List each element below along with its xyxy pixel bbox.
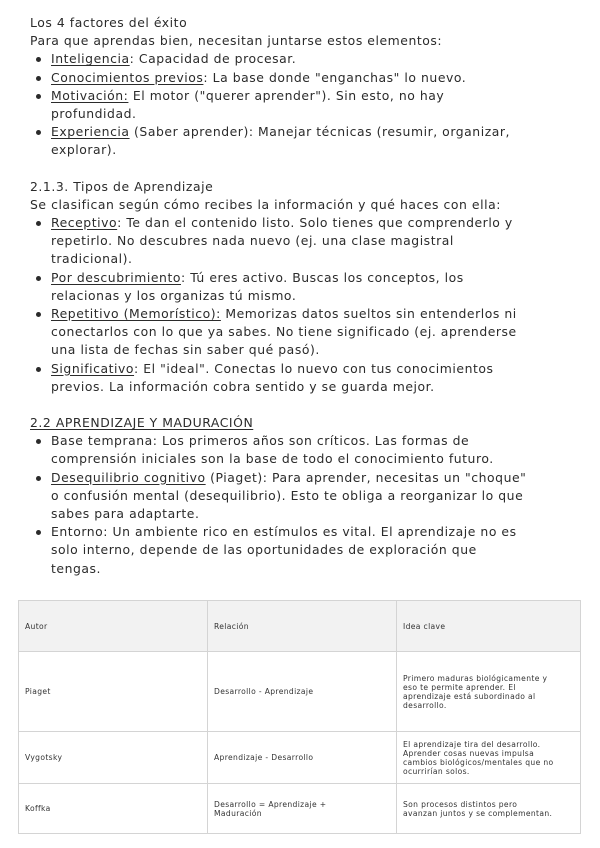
list-item: Desequilibrio cognitivo (Piaget): Para aprender, necesitas un "choque" o confusión mental (desequilibrio). Esto te obliga a reorganizar lo que sabes para adaptarte. — [30, 469, 575, 524]
table-row — [19, 652, 581, 732]
maduracion-list — [30, 432, 575, 578]
bullet-icon — [36, 76, 41, 81]
bullet-icon — [36, 276, 41, 281]
header-relacion: Relación — [208, 601, 397, 652]
cell-autor: Koffka — [19, 784, 208, 834]
list-item: Receptivo: Te dan el contenido listo. Solo tienes que comprenderlo y repetirlo. No descubres nada nuevo (ej. una clase magistral tradicional). — [30, 214, 575, 269]
list-item: Significativo: El "ideal". Conectas lo nuevo con tus conocimientos previos. La información cobra sentido y se guarda mejor. — [30, 360, 575, 396]
list-item: Base temprana: Los primeros años son críticos. Las formas de comprensión iniciales son la base de todo el conocimiento futuro. — [30, 432, 575, 468]
header-idea: Idea clave — [397, 601, 581, 652]
cell-relacion: Aprendizaje - Desarrollo — [208, 732, 397, 784]
tipos-section — [30, 178, 575, 396]
factores-list — [30, 50, 575, 159]
maduracion-section — [30, 414, 575, 578]
bullet-icon — [36, 476, 41, 481]
bullet-icon — [36, 94, 41, 99]
maduracion-title: 2.2 APRENDIZAJE Y MADURACIÓN — [30, 415, 254, 431]
notes-page — [30, 14, 575, 578]
cell-idea: Primero maduras biológicamente y eso te permite aprender. El aprendizaje está subordinado al desarrollo. — [397, 652, 581, 732]
bullet-icon — [36, 439, 41, 444]
table-row — [19, 732, 581, 784]
bullet-icon — [36, 57, 41, 62]
list-item: Motivación: El motor ("querer aprender"). Sin esto, no hay profundidad. — [30, 87, 575, 123]
header-autor: Autor — [19, 601, 208, 652]
cell-relacion: Desarrollo = Aprendizaje + Maduración — [208, 784, 397, 834]
tipos-title: 2.1.3. Tipos de Aprendizaje — [30, 178, 214, 194]
table-row — [19, 784, 581, 834]
table-header-row — [19, 601, 581, 652]
factores-intro: Para que aprendas bien, necesitan juntarse estos elementos: — [30, 33, 443, 49]
cell-autor: Vygotsky — [19, 732, 208, 784]
list-item: Repetitivo (Memorístico): Memorizas datos sueltos sin entenderlos ni conectarlos con lo que ya sabes. No tiene significado (ej. aprenderse una lista de fechas sin saber qué pasó). — [30, 305, 575, 360]
autores-table — [18, 600, 581, 834]
cell-idea: El aprendizaje tira del desarrollo. Aprender cosas nuevas impulsa cambios biológicos/mentales que no ocurrirían solos. — [397, 732, 581, 784]
cell-relacion: Desarrollo - Aprendizaje — [208, 652, 397, 732]
bullet-icon — [36, 367, 41, 372]
list-item: Inteligencia: Capacidad de procesar. — [30, 50, 575, 68]
bullet-icon — [36, 312, 41, 317]
list-item: Experiencia (Saber aprender): Manejar técnicas (resumir, organizar, explorar). — [30, 123, 575, 159]
list-item: Entorno: Un ambiente rico en estímulos es vital. El aprendizaje no es solo interno, depende de las oportunidades de exploración que tengas. — [30, 523, 575, 578]
list-item: Conocimientos previos: La base donde "enganchas" lo nuevo. — [30, 69, 575, 87]
cell-idea: Son procesos distintos pero avanzan juntos y se complementan. — [397, 784, 581, 834]
bullet-icon — [36, 530, 41, 535]
cell-autor: Piaget — [19, 652, 208, 732]
tipos-list — [30, 214, 575, 396]
bullet-icon — [36, 221, 41, 226]
factores-section — [30, 14, 575, 160]
tipos-intro: Se clasifican según cómo recibes la información y qué haces con ella: — [30, 196, 501, 212]
factores-title: Los 4 factores del éxito — [30, 15, 188, 30]
list-item: Por descubrimiento: Tú eres activo. Buscas los conceptos, los relacionas y los organizas tú mismo. — [30, 269, 575, 305]
bullet-icon — [36, 130, 41, 135]
